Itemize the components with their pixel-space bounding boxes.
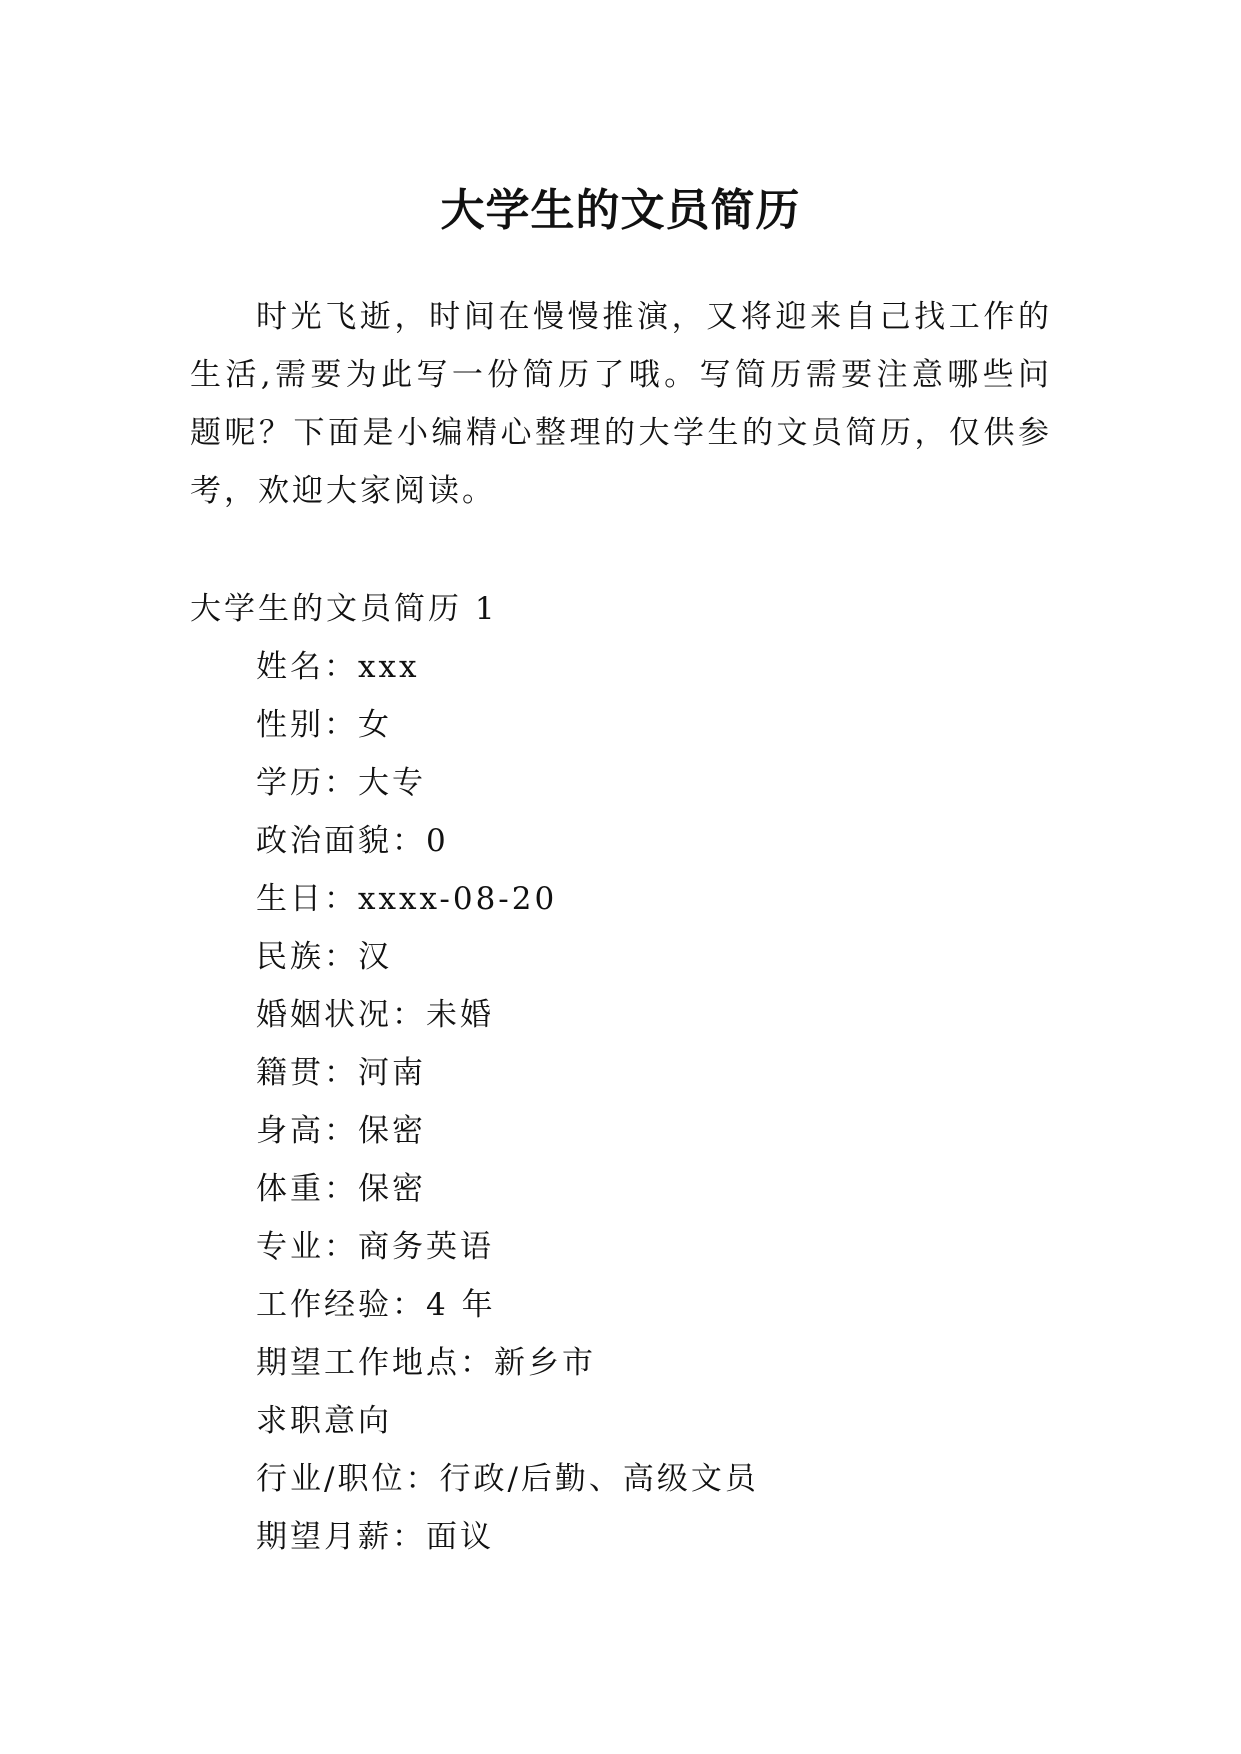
resume-field-height: 身高：保密	[256, 1113, 426, 1149]
resume-field-major: 专业：商务英语	[256, 1229, 494, 1265]
resume-field-industry-position: 行业/职位：行政/后勤、高级文员	[256, 1461, 759, 1497]
resume-field-desired-location: 期望工作地点：新乡市	[256, 1345, 596, 1381]
resume-subheading-job-intention: 求职意向	[256, 1403, 392, 1439]
resume-field-list	[256, 638, 759, 1566]
resume-field-hometown: 籍贯：河南	[256, 1055, 426, 1091]
resume-field-gender: 性别：女	[256, 707, 392, 743]
resume-field-education: 学历：大专	[256, 765, 426, 801]
resume-field-political-status: 政治面貌：0	[256, 823, 449, 859]
resume-field-birthday: 生日：xxxx-08-20	[256, 881, 558, 917]
resume-field-ethnicity: 民族：汉	[256, 939, 392, 975]
resume-field-marital-status: 婚姻状况：未婚	[256, 997, 494, 1033]
resume-field-name: 姓名：xxx	[256, 649, 420, 685]
section-heading: 大学生的文员简历 1	[190, 591, 498, 627]
intro-paragraph: 时光飞逝，时间在慢慢推演，又将迎来自己找工作的生活,需要为此写一份简历了哦。写简历需要注意哪些问题呢？下面是小编精心整理的大学生的文员简历，仅供参考，欢迎大家阅读。	[190, 299, 1052, 509]
resume-field-work-experience: 工作经验：4 年	[256, 1287, 496, 1323]
resume-field-expected-salary: 期望月薪：面议	[256, 1519, 494, 1555]
resume-field-weight: 体重：保密	[256, 1171, 426, 1207]
document-title: 大学生的文员简历	[440, 185, 801, 237]
